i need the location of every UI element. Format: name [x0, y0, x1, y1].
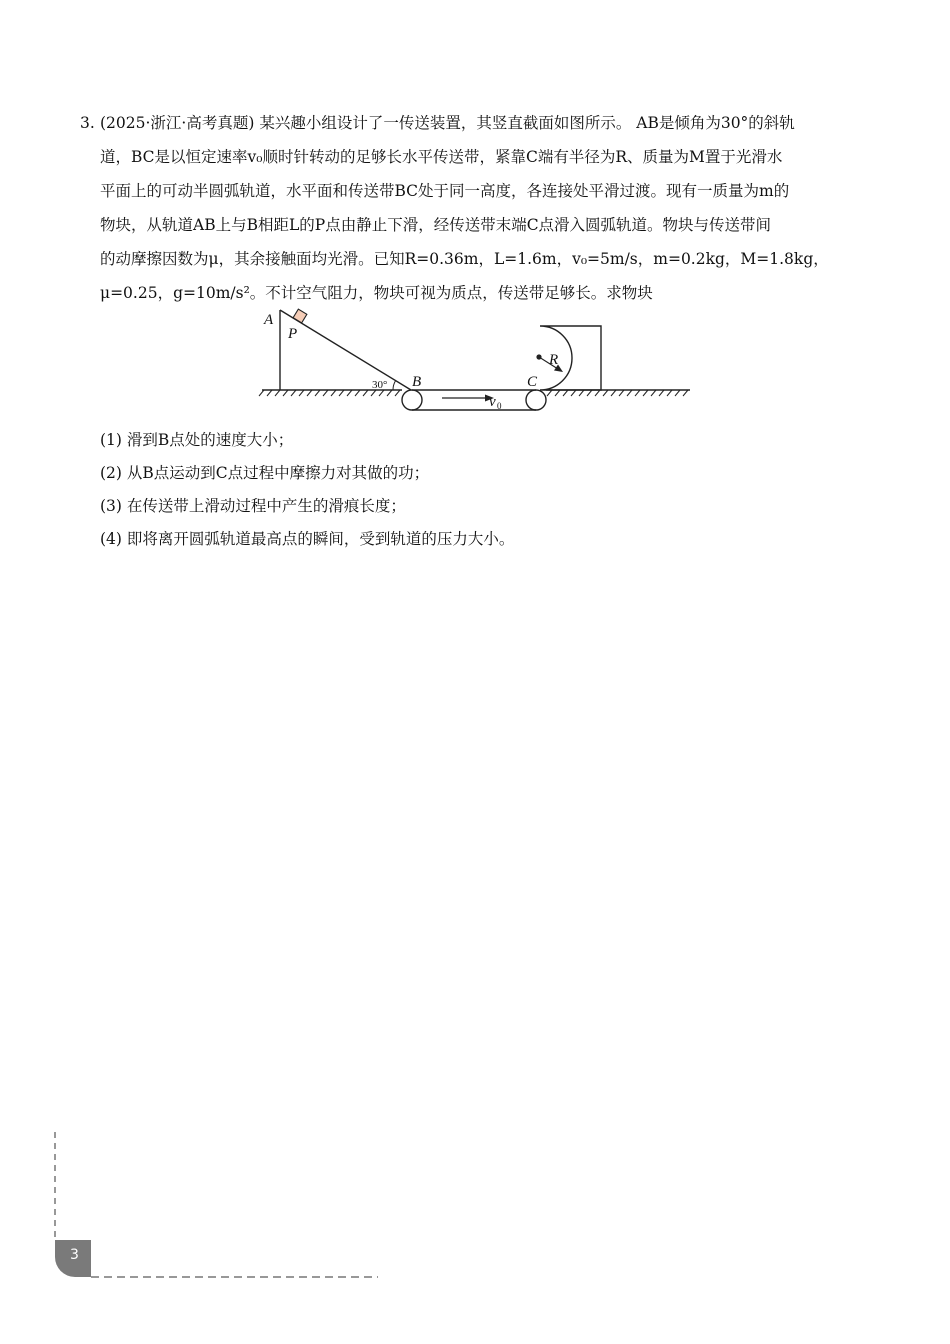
sub-question-4: (4) 即将离开圆弧轨道最高点的瞬间，受到轨道的压力大小。: [100, 530, 515, 548]
label-angle: 30°: [372, 379, 388, 391]
label-C: C: [527, 374, 538, 390]
problem-line-4: 物块，从轨道AB上与B相距L的P点由静止下滑，经传送带末端C点滑入圆弧轨道。物块与传送带间: [100, 216, 772, 234]
label-v: v: [489, 394, 496, 410]
problem-line-3: 平面上的可动半圆弧轨道，水平面和传送带BC处于同一高度，各连接处平滑过渡。现有一质量为m的: [100, 182, 790, 200]
sub-question-1: (1) 滑到B点处的速度大小；: [100, 431, 294, 449]
problem-line-5: 的动摩擦因数为μ，其余接触面均光滑。已知R=0.36m，L=1.6m，v₀=5m/s，m=0.2kg，M=1.8kg，: [100, 250, 829, 268]
label-A: A: [264, 312, 274, 328]
question-number: 3.: [80, 114, 95, 132]
label-P: P: [288, 326, 298, 342]
problem-line-6: μ=0.25，g=10m/s²。不计空气阻力，物块可视为质点，传送带足够长。求物块: [100, 284, 653, 302]
label-R: R: [549, 352, 559, 368]
page-number: 3: [70, 1247, 79, 1263]
sub-question-3: (3) 在传送带上滑动过程中产生的滑痕长度；: [100, 497, 406, 515]
problem-line-2: 道，BC是以恒定速率v₀顺时针转动的足够长水平传送带，紧靠C端有半径为R、质量为M置于光滑水: [100, 148, 783, 166]
label-B: B: [412, 374, 422, 390]
label-v-subscript: 0: [497, 401, 502, 411]
sub-question-2: (2) 从B点运动到C点过程中摩擦力对其做的功；: [100, 464, 430, 482]
problem-text-line: (2025·浙江·高考真题) 某兴趣小组设计了一传送装置，其竖直截面如图所示。 AB是倾角为30°的斜轨: [100, 114, 795, 132]
